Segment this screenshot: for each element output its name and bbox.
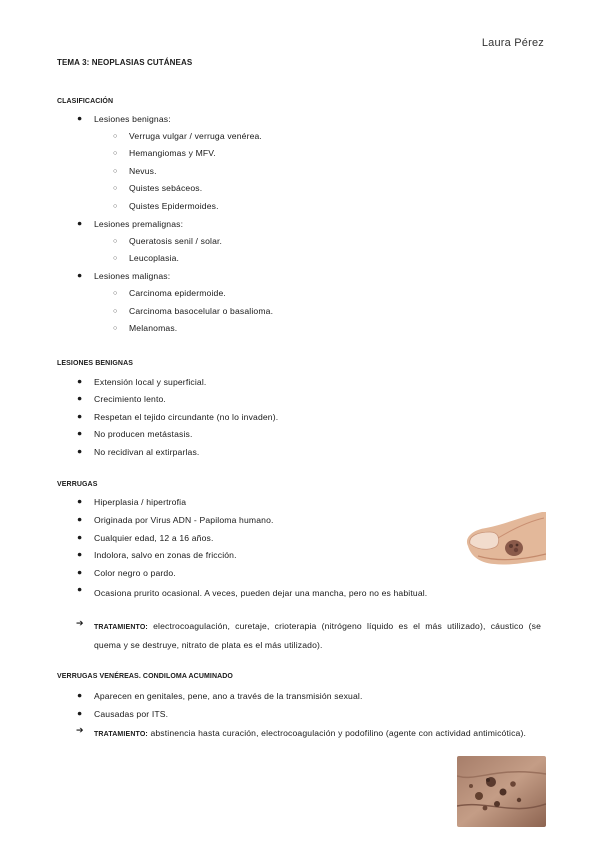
sub-bullet: ○ [113,185,118,192]
treatment-text: abstinencia hasta curación, electrocoagulación y podofilino (agente con actividad antimicótica). [150,728,527,738]
list-item: Crecimiento lento. [94,394,166,404]
sub-bullet: ○ [113,150,118,157]
list-item: Nevus. [129,166,157,176]
list-item: Leucoplasia. [129,253,180,263]
author-name: Laura Pérez [481,37,544,49]
bullet: ● [77,690,83,700]
sub-bullet: ○ [113,308,118,315]
section-heading-verrugas: VERRUGAS [57,481,98,488]
list-item: Cualquier edad, 12 a 16 años. [94,533,214,543]
toe-wart-illustration [458,508,546,568]
list-item: Quistes sebáceos. [129,183,203,193]
sub-bullet: ○ [113,133,118,140]
list-item: Originada por Virus ADN - Papiloma humano. [94,515,274,525]
list-item: Ocasiona prurito ocasional. A veces, pueden dejar una mancha, pero no es habitual. [94,588,428,598]
list-item: Color negro o pardo. [94,568,176,578]
sub-bullet: ○ [113,238,118,245]
bullet: ● [77,411,83,421]
list-item: Extensión local y superficial. [94,377,207,387]
toe-wart-image [458,508,546,568]
list-item: Aparecen en genitales, pene, ano a través de la transmisión sexual. [94,691,363,701]
bullet: ● [77,376,83,386]
section-heading-venereas: VERRUGAS VENÉREAS. CONDILOMA ACUMINADO [57,673,233,680]
group-label-premalignas: Lesiones premalignas: [94,219,184,229]
list-item: Melanomas. [129,323,178,333]
page-title: TEMA 3: NEOPLASIAS CUTÁNEAS [57,58,193,67]
treatment-text: electrocoagulación, curetaje, crioterapia (nitrógeno líquido es el más utilizado), cáustico (se quema y se destruye, nitrato de plata es el más utilizado). [94,621,541,650]
sub-bullet: ○ [113,203,118,210]
list-item: Hemangiomas y MFV. [129,148,216,158]
list-item: Quistes Epidermoides. [129,201,219,211]
list-item: Carcinoma basocelular o basalioma. [129,306,274,316]
list-item: No recidivan al extirparlas. [94,447,200,457]
sub-bullet: ○ [113,290,118,297]
bullet: ● [77,708,83,718]
bullet: ● [77,532,83,542]
list-item: Queratosis senil / solar. [129,236,223,246]
arrow-icon: ➔ [76,725,84,735]
list-item: Respetan el tejido circundante (no lo invaden). [94,412,279,422]
sub-bullet: ○ [113,255,118,262]
group-label-benignas: Lesiones benignas: [94,114,171,124]
treatment-label: TRATAMIENTO: [94,731,148,738]
section-heading-benignas: LESIONES BENIGNAS [57,360,133,367]
arrow-icon: ➔ [76,618,84,628]
bullet: ● [77,446,83,456]
bullet: ● [77,218,83,228]
condyloma-illustration [457,756,546,827]
list-item: Carcinoma epidermoide. [129,288,226,298]
treatment-label: TRATAMIENTO: [94,624,148,631]
bullet: ● [77,496,83,506]
bullet: ● [77,270,83,280]
list-item: Indolora, salvo en zonas de fricción. [94,550,237,560]
bullet: ● [77,428,83,438]
bullet: ● [77,393,83,403]
section-heading-clasificacion: CLASIFICACIÓN [57,98,114,105]
bullet: ● [77,567,83,577]
list-item: No producen metástasis. [94,429,193,439]
group-label-malignas: Lesiones malignas: [94,271,171,281]
condyloma-image [457,756,546,827]
sub-bullet: ○ [113,325,118,332]
bullet: ● [77,584,83,594]
list-item: Verruga vulgar / verruga venérea. [129,131,262,141]
list-item: Hiperplasia / hipertrofia [94,497,187,507]
bullet: ● [77,549,83,559]
bullet: ● [77,113,83,123]
bullet: ● [77,514,83,524]
sub-bullet: ○ [113,168,118,175]
list-item: Causadas por ITS. [94,709,169,719]
